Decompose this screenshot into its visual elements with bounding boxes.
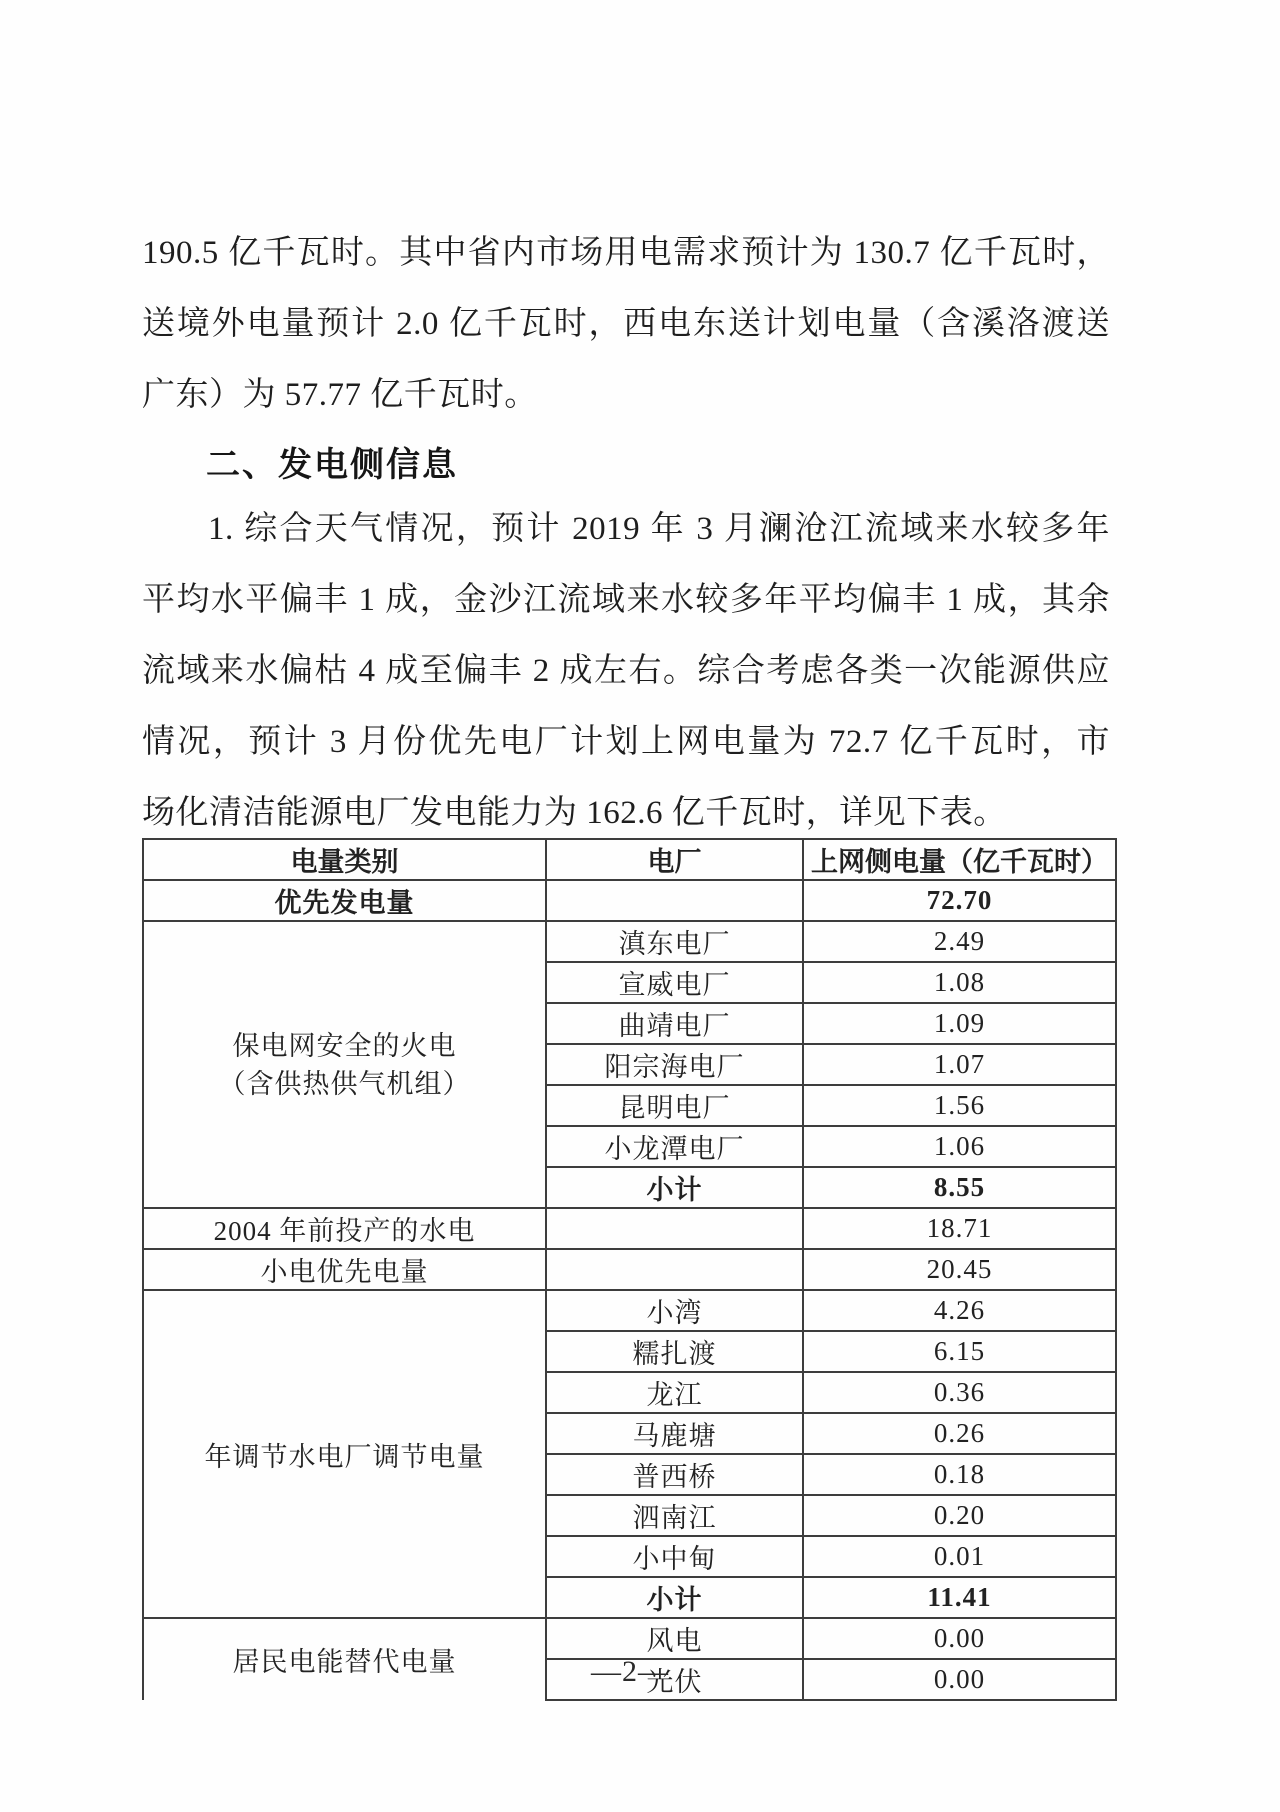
plant-cell: 龙江 [546,1372,803,1413]
plant-cell: 风电 [546,1618,803,1659]
table-row [143,921,1116,962]
plant-cell: 小湾 [546,1290,803,1331]
paragraph-line: 送境外电量预计 2.0 亿千瓦时，西电东送计划电量（含溪洛渡送 [142,306,1110,342]
value-cell: 0.00 [803,1618,1116,1659]
column-header-plant: 电厂 [546,839,803,880]
paragraph-line: 流域来水偏枯 4 成至偏丰 2 成左右。综合考虑各类一次能源供应 [142,653,1110,689]
table-row [143,1290,1116,1331]
category-cell: 居民电能替代电量 [143,1618,546,1700]
plant-cell: 滇东电厂 [546,921,803,962]
paragraph-line: 场化清洁能源电厂发电能力为 162.6 亿千瓦时，详见下表。 [142,795,1007,831]
page-number: —2— [591,1655,669,1688]
power-table-body [143,880,1116,1700]
value-cell: 6.15 [803,1331,1116,1372]
value-cell: 1.06 [803,1126,1116,1167]
plant-cell: 小计 [546,1167,803,1208]
plant-cell: 泗南江 [546,1495,803,1536]
plant-cell: 普西桥 [546,1454,803,1495]
plant-cell: 小龙潭电厂 [546,1126,803,1167]
value-cell: 1.07 [803,1044,1116,1085]
table-row [143,1208,1116,1249]
value-cell: 0.20 [803,1495,1116,1536]
paragraph-line: 广东）为 57.77 亿千瓦时。 [142,377,538,413]
category-cell: 小电优先电量 [143,1249,546,1290]
category-cell: 年调节水电厂调节电量 [143,1290,546,1618]
plant-cell: 马鹿塘 [546,1413,803,1454]
column-header-category: 电量类别 [143,839,546,880]
paragraph-line: 平均水平偏丰 1 成，金沙江流域来水较多年平均偏丰 1 成，其余 [142,582,1110,618]
value-cell: 0.26 [803,1413,1116,1454]
column-header-energy: 上网侧电量（亿千瓦时） [803,839,1116,880]
plant-cell: 宣威电厂 [546,962,803,1003]
section-heading: 二、发电侧信息 [206,446,458,484]
plant-cell [546,1249,803,1290]
plant-cell: 糯扎渡 [546,1331,803,1372]
table-header-row [143,839,1116,880]
paragraph-line: 情况，预计 3 月份优先电厂计划上网电量为 72.7 亿千瓦时，市 [142,724,1110,760]
value-cell: 0.00 [803,1659,1116,1700]
value-cell: 4.26 [803,1290,1116,1331]
plant-cell: 曲靖电厂 [546,1003,803,1044]
value-cell: 1.08 [803,962,1116,1003]
plant-cell [546,1208,803,1249]
value-cell: 0.01 [803,1536,1116,1577]
plant-cell [546,880,803,921]
value-cell: 0.36 [803,1372,1116,1413]
value-cell: 11.41 [803,1577,1116,1618]
category-cell: 优先发电量 [143,880,546,921]
value-cell: 0.18 [803,1454,1116,1495]
plant-cell: 阳宗海电厂 [546,1044,803,1085]
category-cell: 保电网安全的火电 （含供热供气机组） [143,921,546,1208]
category-cell: 2004 年前投产的水电 [143,1208,546,1249]
plant-cell: 昆明电厂 [546,1085,803,1126]
plant-cell: 小中甸 [546,1536,803,1577]
value-cell: 20.45 [803,1249,1116,1290]
paragraph-line: 190.5 亿千瓦时。其中省内市场用电需求预计为 130.7 亿千瓦时， [142,235,1110,271]
paragraph-1 [142,218,1110,431]
table-row [143,1249,1116,1290]
value-cell: 8.55 [803,1167,1116,1208]
table-row [143,880,1116,921]
value-cell: 72.70 [803,880,1116,921]
value-cell: 1.56 [803,1085,1116,1126]
plant-cell: 小计 [546,1577,803,1618]
value-cell: 2.49 [803,921,1116,962]
power-table [142,838,1117,1701]
value-cell: 18.71 [803,1208,1116,1249]
plant-cell: 光伏 [546,1659,803,1700]
value-cell: 1.09 [803,1003,1116,1044]
paragraph-line: 1. 综合天气情况，预计 2019 年 3 月澜沧江流域来水较多年 [208,511,1110,547]
paragraph-2 [142,494,1110,849]
